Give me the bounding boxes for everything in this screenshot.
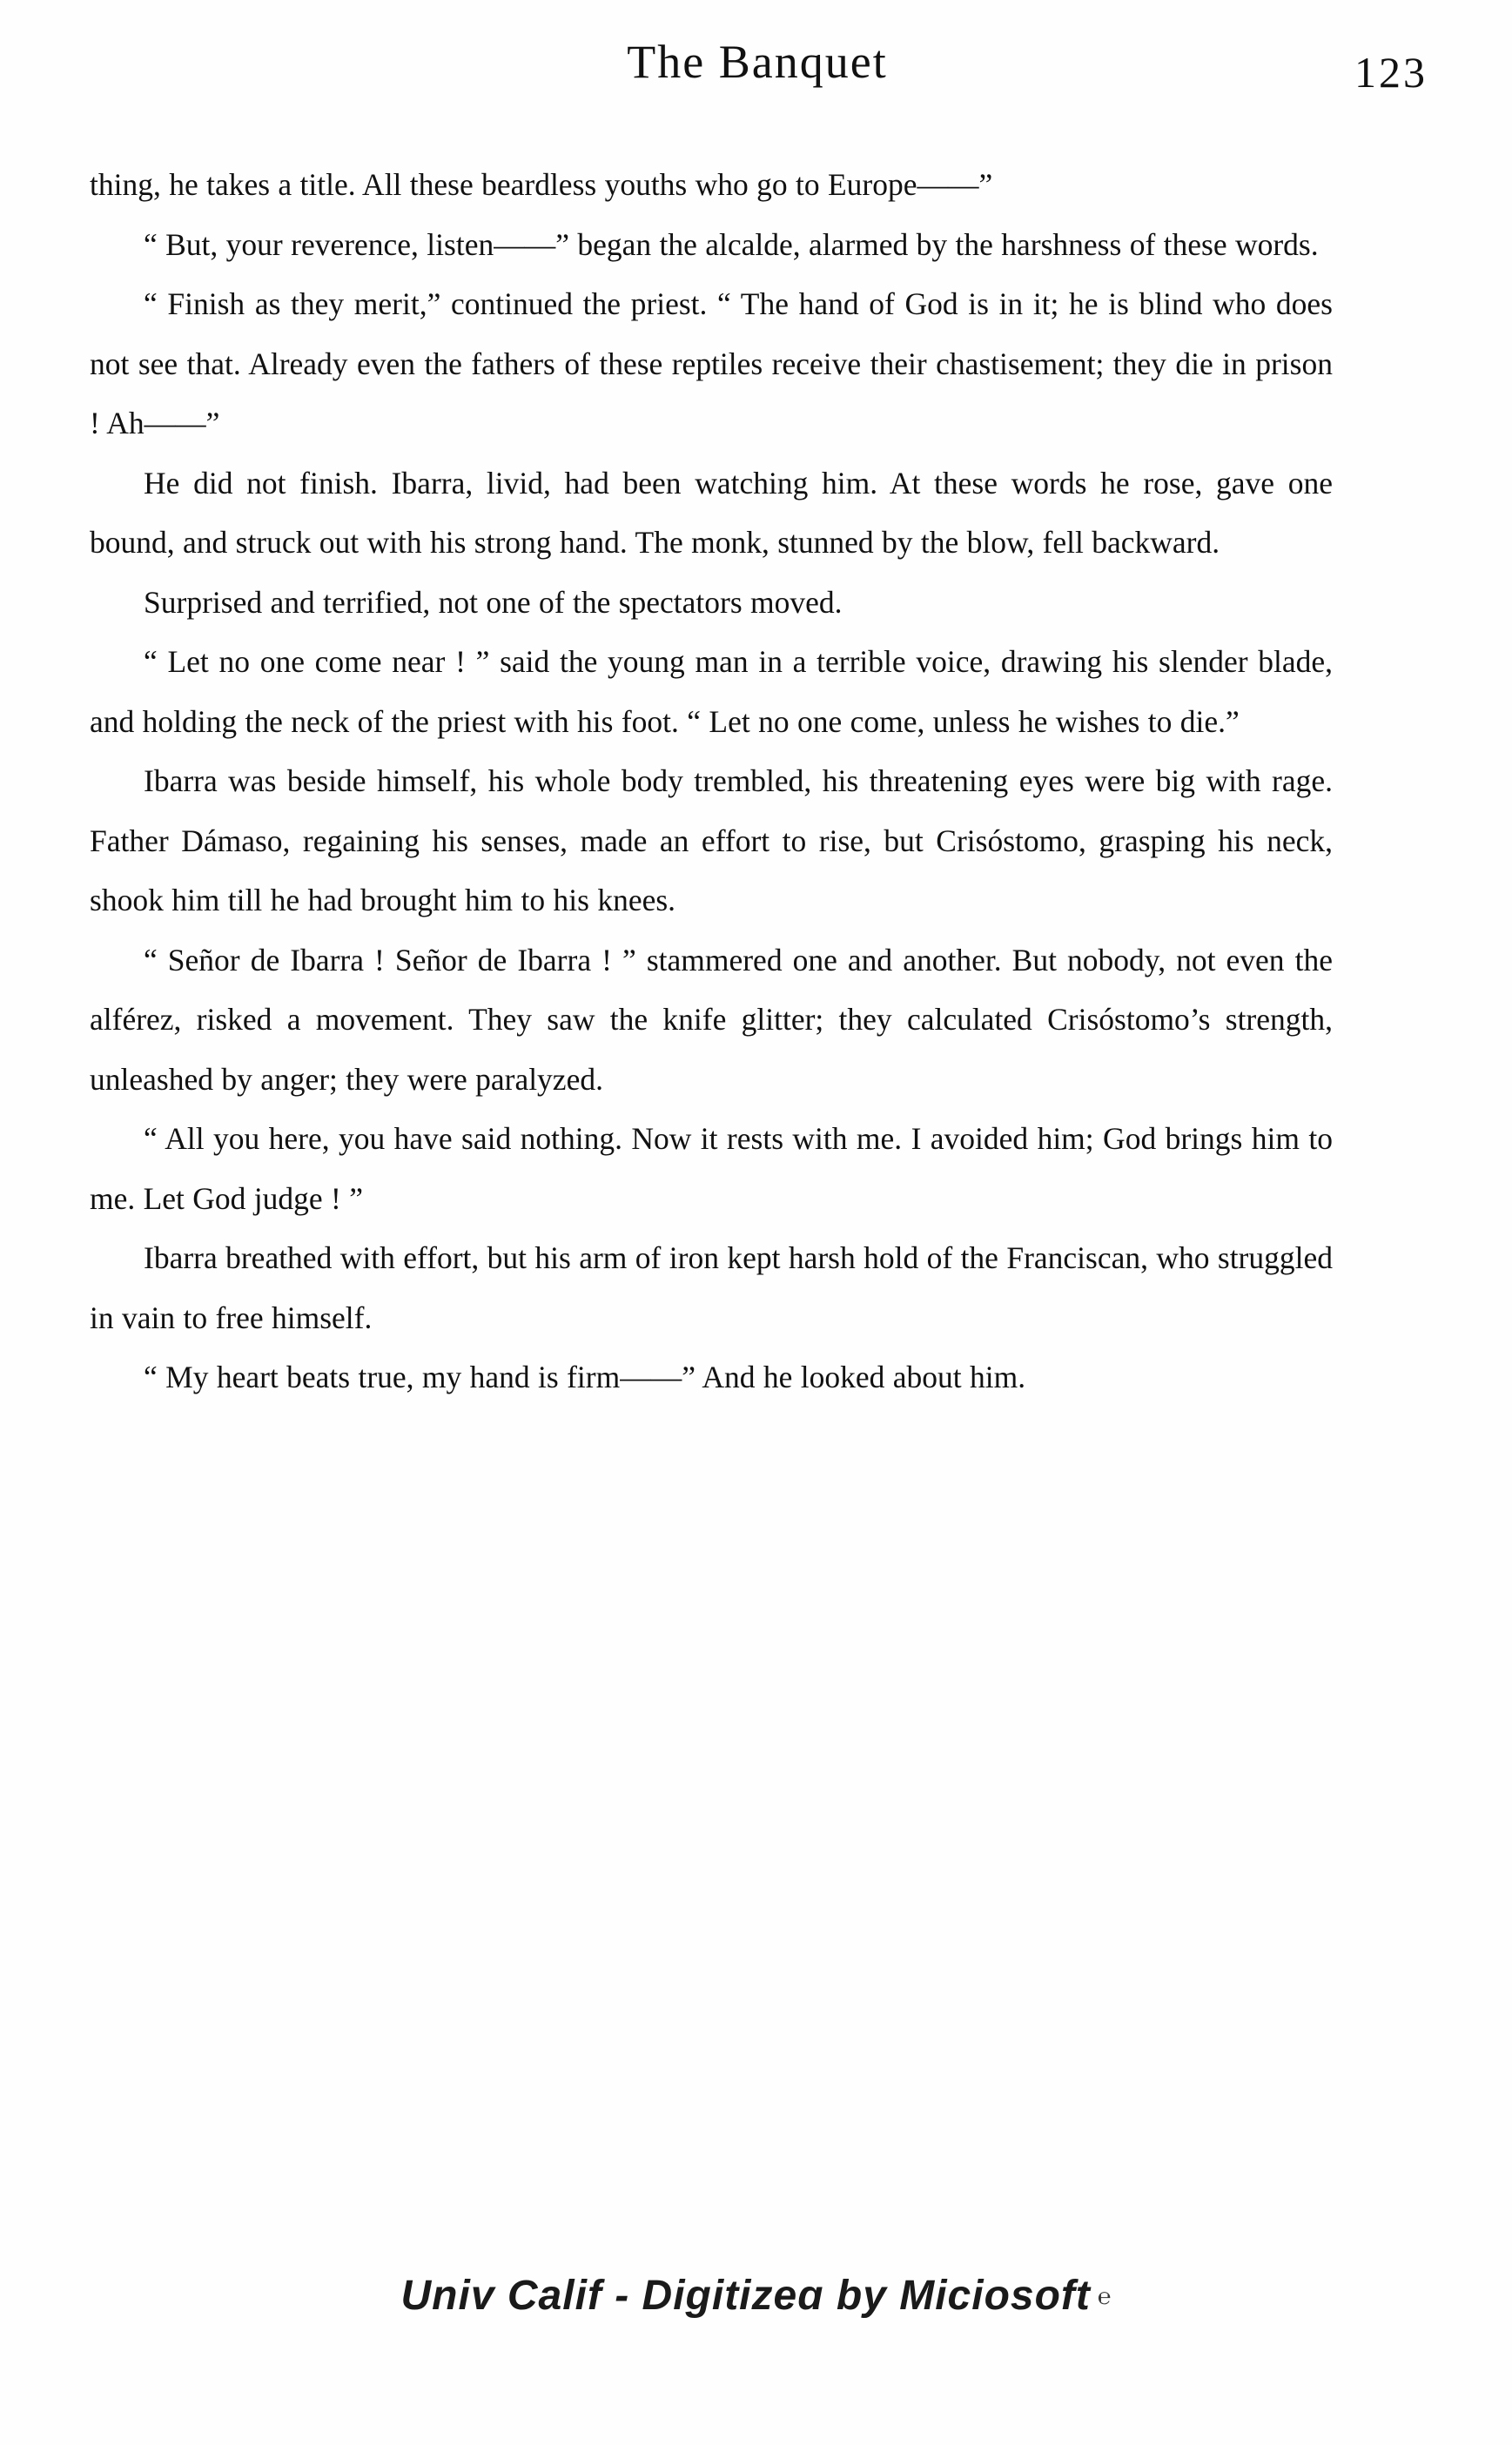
paragraph: thing, he takes a title. All these beardless youths who go to Europe——”	[90, 167, 993, 202]
paragraph: Ibarra breathed with effort, but his arm of iron kept harsh hold of the Franciscan, who struggled in vain to free himself.	[90, 1240, 1333, 1335]
body-text	[90, 155, 1333, 1407]
paragraph: “ But, your reverence, listen——” began the alcalde, alarmed by the harshness of these words.	[144, 226, 1319, 262]
page-number: 123	[1354, 48, 1428, 97]
paragraph: “ Finish as they merit,” continued the priest. “ The hand of God is in it; he is blind who does not see that. Already even the fathers of these reptiles receive their chastisement; they die in prison ! Ah——”	[90, 286, 1333, 440]
digitization-mark: ℮	[1097, 2284, 1112, 2309]
paragraph: “ All you here, you have said nothing. Now it rests with me. I avoided him; God brings him to me. Let God judge ! ”	[90, 1121, 1333, 1216]
paragraph: He did not finish. Ibarra, livid, had been watching him. At these words he rose, gave one bound, and struck out with his strong hand. The monk, stunned by the blow, fell backward.	[90, 465, 1333, 560]
paragraph: “ Let no one come near ! ” said the young man in a terrible voice, drawing his slender blade, and holding the neck of the priest with his foot. “ Let no one come, unless he wishes to die.”	[90, 644, 1333, 739]
paragraph: Ibarra was beside himself, his whole body trembled, his threatening eyes were big with rage. Father Dámaso, regaining his senses, made an effort to rise, but Crisóstomo, grasping his neck, shook him till he had brought him to his knees.	[90, 763, 1333, 917]
paragraph: “ My heart beats true, my hand is firm——” And he looked about him.	[144, 1360, 1026, 1394]
page-footer	[0, 2272, 1512, 2320]
paragraph: “ Señor de Ibarra ! Señor de Ibarra ! ” stammered one and another. But nobody, not even the alférez, risked a movement. They saw the knife glitter; they calculated Crisóstomo’s strength, unleashed by anger; they were paralyzed.	[90, 942, 1333, 1097]
page-header	[87, 35, 1428, 113]
digitization-credit: Univ Calif - Digitizeɑ by Miciosoft	[400, 2273, 1091, 2319]
running-head-title: The Banquet	[627, 36, 888, 88]
paragraph: Surprised and terrified, not one of the spectators moved.	[144, 584, 843, 620]
